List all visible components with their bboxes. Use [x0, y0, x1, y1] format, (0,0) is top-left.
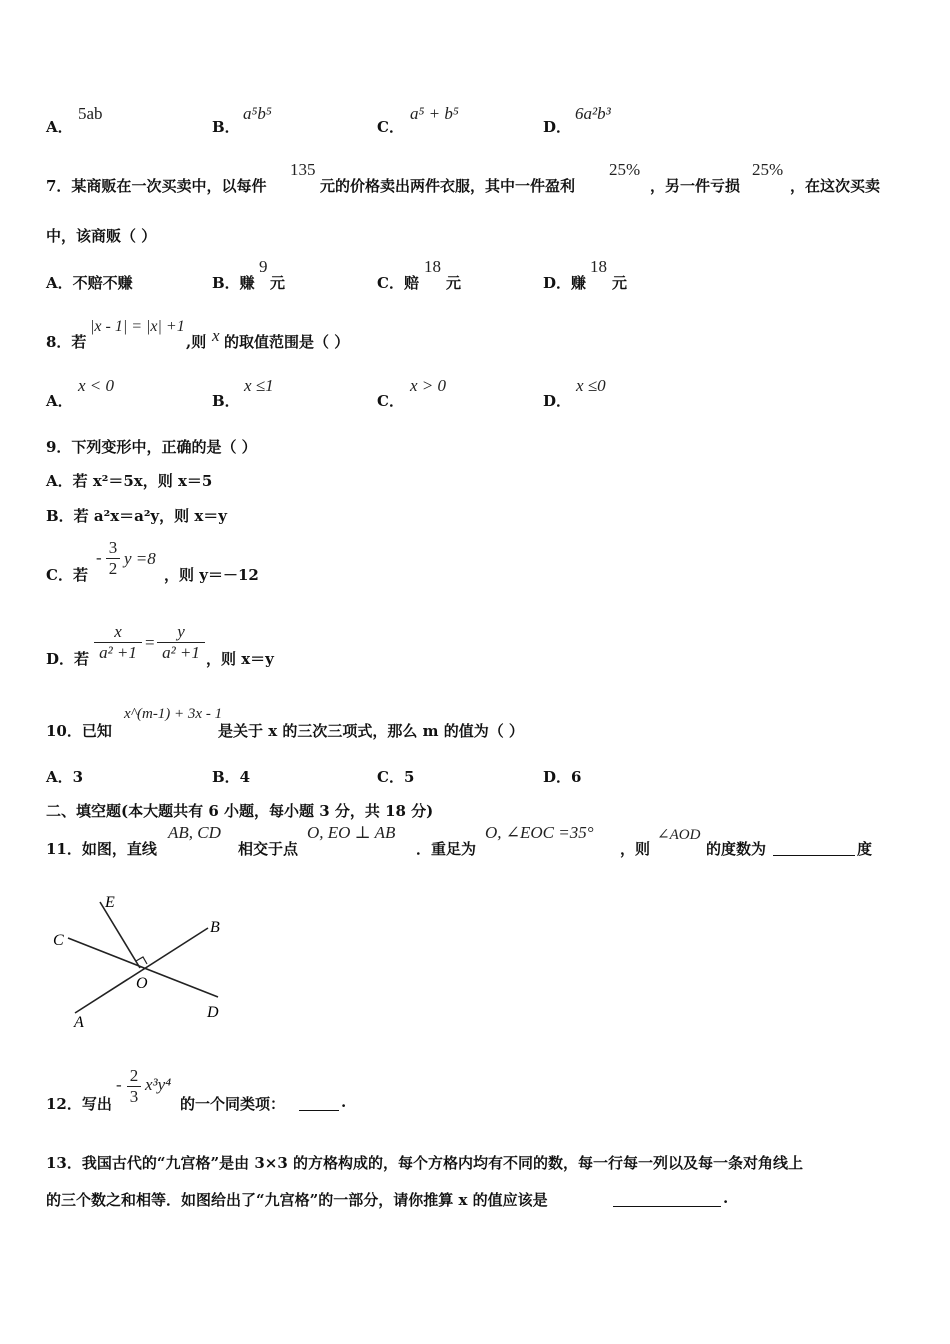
- q8-stem-mid: ,则: [186, 333, 207, 351]
- q9-option-c-pre: C．若: [46, 566, 88, 584]
- q10-option-d: D．6: [543, 768, 582, 786]
- q9-option-c-post: ，则 y＝－12: [164, 566, 259, 584]
- q6-option-c-expr: a⁵ + b⁵: [410, 104, 459, 123]
- q9-option-d-fraction-left: [94, 622, 142, 663]
- q8-option-c-expr: x > 0: [410, 376, 447, 395]
- q7-option-b-pre: B．赚: [212, 274, 255, 292]
- q11-stem-mid2: ．重足为: [416, 840, 477, 858]
- q6-option-d-label: D．: [543, 118, 572, 136]
- q11-perp: O, EO ⊥ AB: [307, 823, 396, 842]
- q6-option-c-label: C．: [377, 118, 404, 136]
- q6-option-a-label: A．: [46, 118, 73, 136]
- q12-fraction: [127, 1066, 141, 1107]
- q13-line1: 13．我国古代的“九宫格”是由 3×3 的方格构成的，每个方格内均有不同的数，每一行每一列以及每一条对角线上: [46, 1154, 804, 1172]
- q9-option-c-fraction: [106, 538, 120, 579]
- q12-end: .: [341, 1093, 347, 1111]
- q7-stem-part4: ，在这次买卖: [790, 177, 881, 195]
- q8-variable: x: [212, 326, 220, 345]
- q10-option-c: C．5: [377, 768, 415, 786]
- q12-answer-blank[interactable]: [299, 1093, 339, 1110]
- q8-stem-post: 的取值范围是（ ）: [224, 333, 350, 351]
- q9-option-a: A．若 x²＝5x，则 x＝5: [46, 472, 213, 490]
- q12-minus: -: [116, 1075, 122, 1094]
- q7-option-d-pre: D．赚: [543, 274, 587, 292]
- q7-option-b-unit: 元: [270, 274, 286, 292]
- label-d: D: [207, 1004, 219, 1021]
- label-o: O: [136, 975, 148, 992]
- q8-stem-pre: 8．若: [46, 333, 87, 351]
- q11-stem-mid1: 相交于点: [238, 840, 299, 858]
- q7-option-c-unit: 元: [446, 274, 462, 292]
- q9-option-d-equals: =: [145, 633, 155, 652]
- q7-stem-part3: ，另一件亏损: [650, 177, 741, 195]
- q13-answer-blank[interactable]: [613, 1189, 721, 1206]
- q9-option-d-denominator-right: a² +1: [162, 643, 200, 662]
- q9-option-d-fraction-right: [157, 622, 205, 663]
- q8-option-d-label: D．: [543, 392, 572, 410]
- q8-option-a-expr: x < 0: [78, 376, 115, 395]
- q8-option-b-label: B．: [212, 392, 240, 410]
- q7-stem-part2: 元的价格卖出两件衣服，其中一件盈利: [320, 177, 576, 195]
- q11-stem-unit: 度: [857, 840, 873, 858]
- q13-line2: 的三个数之和相等．如图给出了“九宫格”的一部分，请你推算 x 的值应该是: [46, 1191, 548, 1209]
- q12-stem-post: 的一个同类项：: [180, 1095, 286, 1113]
- q7-option-a: A．不赔不赚: [46, 274, 133, 292]
- q9-option-c-numerator: 3: [106, 538, 120, 559]
- q7-price: 135: [290, 160, 316, 179]
- q9-stem: 9．下列变形中，正确的是（ ）: [46, 438, 257, 456]
- q7-stem-part1: 7．某商贩在一次买卖中，以每件: [46, 177, 267, 195]
- q8-option-a-label: A．: [46, 392, 73, 410]
- q9-option-c-rest: y =8: [124, 549, 156, 568]
- q11-lines: AB, CD: [168, 823, 221, 842]
- q11-figure: [40, 885, 240, 1035]
- q10-stem-pre: 10．已知: [46, 722, 112, 740]
- q12-denominator: 3: [129, 1087, 139, 1106]
- q9-option-b: B．若 a²x＝a²y，则 x＝y: [46, 507, 228, 525]
- q6-option-a-expr: 5ab: [78, 104, 103, 123]
- line-ab: [75, 928, 208, 1013]
- q7-stem-line2: 中，该商贩（ ）: [46, 227, 157, 245]
- q10-expression: x^(m-1) + 3x - 1: [124, 706, 223, 722]
- q12-stem-pre: 12．写出: [46, 1095, 112, 1113]
- q11-stem-post: 的度数为: [706, 840, 767, 858]
- label-e: E: [105, 894, 115, 911]
- q11-stem-pre: 11．如图，直线: [46, 840, 157, 858]
- q7-option-c-num: 18: [424, 257, 441, 276]
- q11-answer-blank[interactable]: [773, 838, 855, 855]
- q8-condition: |x - 1| = |x| +1: [90, 318, 185, 335]
- q9-option-d-post: ，则 x＝y: [206, 650, 274, 668]
- q9-option-d-numerator-left: x: [94, 622, 142, 643]
- q9-option-d-numerator-right: y: [157, 622, 205, 643]
- q11-angle: ∠AOD: [657, 827, 701, 843]
- q12-term: x³y⁴: [145, 1075, 172, 1094]
- q12-numerator: 2: [127, 1066, 141, 1087]
- q9-option-d-denominator-left: a² +1: [99, 643, 137, 662]
- section-2-heading: 二、填空题(本大题共有 6 小题，每小题 3 分，共 18 分): [46, 802, 434, 820]
- q7-option-d-num: 18: [590, 257, 607, 276]
- label-c: C: [53, 932, 64, 949]
- q6-option-b-label: B．: [212, 118, 240, 136]
- q7-option-b-num: 9: [259, 257, 268, 276]
- q7-option-c-pre: C．赔: [377, 274, 419, 292]
- q9-option-c-minus: -: [96, 548, 102, 567]
- q8-option-c-label: C．: [377, 392, 404, 410]
- q11-condition: O, ∠EOC =35°: [485, 823, 594, 842]
- q7-option-d-unit: 元: [612, 274, 628, 292]
- q11-stem-mid3: ，则: [620, 840, 651, 858]
- q10-option-a: A．3: [46, 768, 84, 786]
- q7-profit-pct: 25%: [609, 160, 641, 179]
- q6-option-b-expr: a⁵b⁵: [243, 104, 272, 123]
- q10-option-b: B．4: [212, 768, 251, 786]
- label-b: B: [210, 919, 220, 936]
- q6-option-d-expr: 6a²b³: [575, 104, 611, 123]
- q9-option-c-denominator: 2: [108, 559, 118, 578]
- q8-option-d-expr: x ≤0: [576, 376, 606, 395]
- q10-stem-post: 是关于 x 的三次三项式，那么 m 的值为（ ）: [218, 722, 524, 740]
- q13-end: .: [723, 1189, 729, 1207]
- q9-option-d-pre: D．若: [46, 650, 90, 668]
- q8-option-b-expr: x ≤1: [244, 376, 274, 395]
- q7-loss-pct: 25%: [752, 160, 784, 179]
- label-a: A: [74, 1014, 84, 1031]
